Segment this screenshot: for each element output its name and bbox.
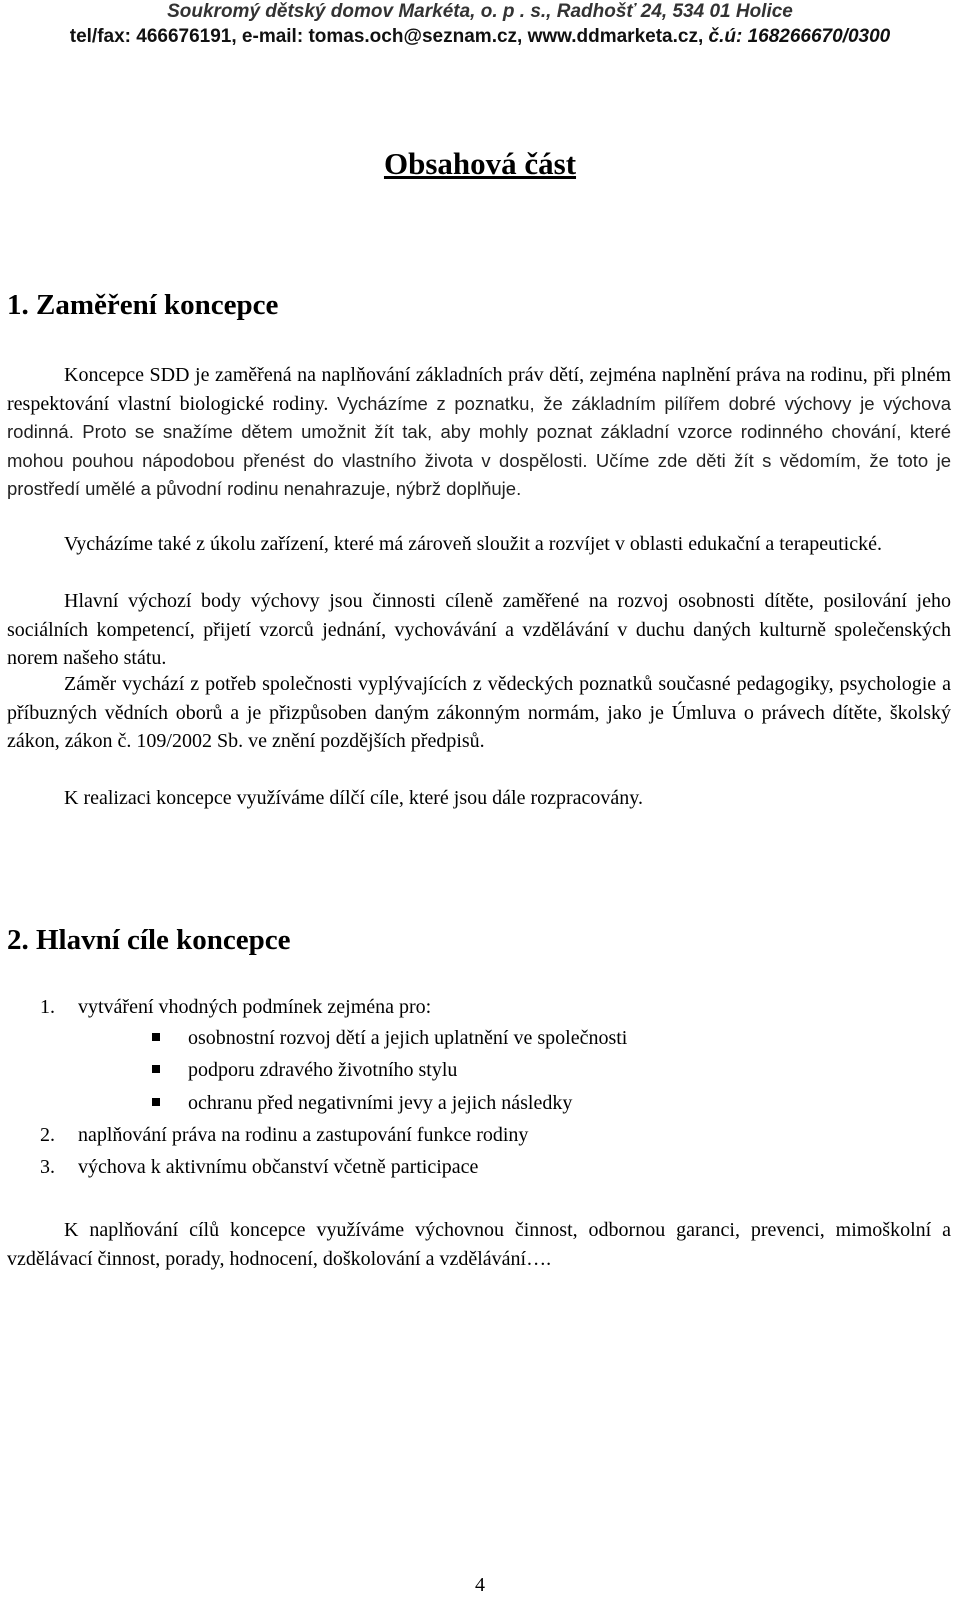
paragraph-5-text: K realizaci koncepce využíváme dílčí cíle, které jsou dále rozpracovány.	[64, 787, 643, 809]
goal-item-1-number: 1.	[40, 996, 55, 1018]
goal-subitem-3-text: ochranu před negativními jevy a jejich následky	[188, 1092, 573, 1114]
page-title: Obsahová část	[383, 146, 577, 181]
goal-item-3-number: 3.	[40, 1156, 55, 1178]
section-1-paragraph-2	[7, 530, 951, 559]
section-1-paragraph-4	[7, 670, 951, 756]
closing-text: K naplňování cílů koncepce využíváme výchovnou činnost, odbornou garanci, prevenci, mimoškolní a vzdělávací činnost, porady, hodnocení, doškolování a vzdělávání….	[7, 1219, 951, 1270]
section-1-paragraph-1	[7, 361, 951, 504]
header-contact	[0, 25, 960, 49]
paragraph-1-serif-text: Koncepce SDD je zaměřená na naplňování základních práv dětí, zejména naplnění práva na rodinu, při plném respektování vlastní biologické rodiny.	[7, 364, 951, 415]
goal-item-3-text: výchova k aktivnímu občanství včetně participace	[78, 1156, 479, 1178]
page-number: 4	[475, 1574, 485, 1596]
goal-subitem-1-text: osobnostní rozvoj dětí a jejich uplatnění ve společnosti	[188, 1027, 628, 1049]
paragraph-4-text: Záměr vychází z potřeb společnosti vyplývajících z vědeckých poznatků současné pedagogiky, psychologie a příbuzných vědních oborů a je přizpůsoben daným zákonným normám, jako je Úmluva o právech dítěte, školský zákon, zákon č. 109/2002 Sb. ve znění pozdějších předpisů.	[7, 673, 951, 753]
goal-item-2-number: 2.	[40, 1124, 55, 1146]
square-bullet-icon	[152, 1033, 160, 1041]
header-account: č.ú: 168266670/0300	[708, 26, 891, 47]
section-1-heading: 1. Zaměření koncepce	[7, 289, 279, 321]
goal-item-1-text: vytváření vhodných podmínek zejména pro:	[78, 996, 432, 1018]
goal-subitem-2-text: podporu zdravého životního stylu	[188, 1059, 458, 1081]
section-1-paragraph-5	[7, 784, 951, 813]
header-contact-text: tel/fax: 466676191, e-mail: tomas.och@seznam.cz, www.ddmarketa.cz,	[69, 26, 709, 47]
paragraph-1-sans-text: Vycházíme z poznatku, že základním pilířem dobré výchovy je výchova rodinná. Proto se snažíme dětem umožnit žít tak, aby mohly poznat základní vzorce rodinného chování, které mohou pouhou nápodobou přenést do vlastního života v dospělosti. Učíme zde děti žít s vědomím, že toto je prostředí umělé a původní rodinu nenahrazuje, nýbrž doplňuje.	[7, 392, 952, 500]
goal-item-2-text: naplňování práva na rodinu a zastupování funkce rodiny	[78, 1124, 529, 1146]
section-1-paragraph-3	[7, 587, 951, 673]
section-2-closing-paragraph	[7, 1216, 951, 1273]
square-bullet-icon	[152, 1065, 160, 1073]
section-2-heading: 2. Hlavní cíle koncepce	[7, 924, 291, 956]
paragraph-2-text: Vycházíme také z úkolu zařízení, které má zároveň sloužit a rozvíjet v oblasti edukační a terapeutické.	[64, 533, 882, 555]
square-bullet-icon	[152, 1098, 160, 1106]
paragraph-3-text: Hlavní výchozí body výchovy jsou činnosti cíleně zaměřené na rozvoj osobnosti dítěte, posilování jeho sociálních kompetencí, přijetí vzorců jednání, vychovávání a vzdělávání v duchu daných kulturně společenských norem našeho státu.	[7, 590, 951, 670]
header-organization: Soukromý dětský domov Markéta, o. p . s., Radhošť 24, 534 01 Holice	[167, 1, 793, 22]
